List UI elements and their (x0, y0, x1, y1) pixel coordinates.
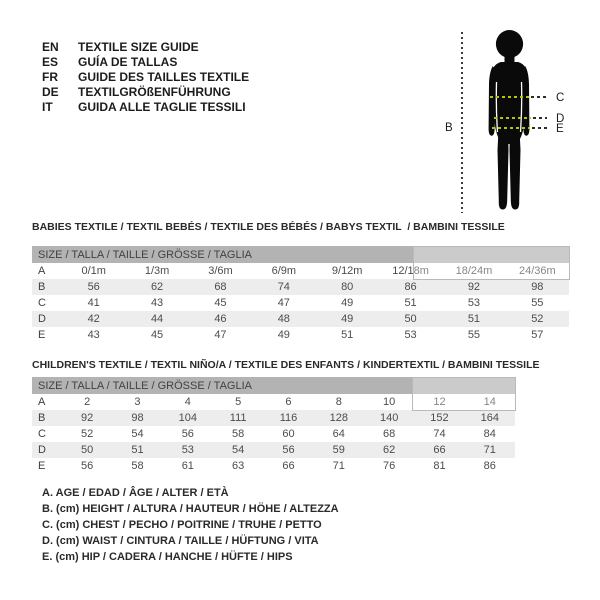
table-cell: 74 (277, 281, 290, 293)
table-cell: 68 (214, 281, 227, 293)
table-cell: 56 (81, 460, 94, 472)
table-row (32, 394, 515, 410)
table-cell: 56 (181, 428, 194, 440)
table-cell: 6/9m (271, 265, 297, 277)
table-cell: 111 (229, 412, 247, 424)
table-cell: 48 (277, 313, 290, 325)
table-cell: 66 (282, 460, 295, 472)
table-row (32, 458, 515, 474)
legend-item: C. (cm) CHEST / PECHO / POITRINE / TRUHE / PETTO (42, 519, 322, 531)
table-cell: 2 (84, 396, 91, 408)
table-cell: 59 (332, 444, 345, 456)
table-cell: 51 (467, 313, 481, 325)
table-cell: 12/18m (392, 265, 429, 277)
row-label: E (38, 460, 46, 472)
table-cell: 51 (131, 444, 144, 456)
waist-label-d: D (556, 113, 565, 125)
chest-label-c: C (556, 92, 565, 104)
table-cell: 24/36m (518, 265, 556, 277)
table-cell: 8 (335, 396, 342, 408)
child-silhouette (486, 30, 532, 214)
row-label: D (38, 313, 46, 325)
row-label: B (38, 281, 46, 293)
legend-item: A. AGE / EDAD / ÂGE / ALTER / ETÀ (42, 487, 229, 499)
table-cell: 53 (181, 444, 194, 456)
language-label: TEXTILE SIZE GUIDE (78, 40, 199, 55)
table-row (32, 295, 569, 311)
table-cell: 43 (87, 329, 100, 341)
table-row (32, 263, 569, 279)
legend-item: E. (cm) HIP / CADERA / HANCHE / HÜFTE / HIPS (42, 551, 293, 563)
table-cell: 54 (131, 428, 144, 440)
language-item (42, 70, 249, 85)
table-cell: 104 (178, 412, 197, 424)
hip-pointer-line (532, 127, 547, 129)
table-row (32, 311, 569, 327)
table-cell: 14 (483, 396, 496, 408)
babies-size-table (32, 246, 569, 343)
language-code: FR (42, 69, 58, 84)
language-label: GUIDA ALLE TAGLIE TESSILI (78, 99, 246, 114)
table-cell: 57 (531, 329, 544, 341)
row-label: A (38, 265, 46, 277)
row-label: B (38, 412, 46, 424)
table-cell: 50 (404, 313, 417, 325)
table-cell: 68 (383, 428, 396, 440)
table-cell: 3 (134, 396, 141, 408)
table-cell: 44 (150, 313, 164, 325)
language-item (42, 55, 249, 70)
table-cell: 116 (279, 412, 298, 424)
table-row (32, 442, 515, 458)
table-cell: 74 (433, 428, 446, 440)
language-code: ES (42, 55, 59, 70)
table-cell: 56 (87, 281, 100, 293)
row-label: D (38, 444, 46, 456)
table-cell: 10 (383, 396, 396, 408)
children-size-table (32, 377, 515, 474)
table-cell: 84 (483, 428, 496, 440)
table-cell: 45 (214, 297, 227, 309)
measurement-legend (42, 485, 339, 565)
height-guide-line (461, 32, 463, 213)
table-cell: 9/12m (331, 265, 363, 277)
language-code: IT (42, 99, 53, 114)
table-cell: 81 (433, 460, 446, 472)
babies-table-title: BABIES TEXTILE / TEXTIL BEBÉS / TEXTILE DES BÉBÉS / BABYS TEXTIL / BAMBINI TESSILE (32, 221, 505, 233)
table-cell: 62 (383, 444, 396, 456)
table-cell: 58 (131, 460, 144, 472)
table-row (32, 327, 569, 343)
table-cell: 0/1m (81, 265, 106, 277)
table-cell: 49 (341, 297, 354, 309)
table-cell: 6 (285, 396, 292, 408)
row-label: E (38, 329, 46, 341)
table-cell: 5 (235, 396, 242, 408)
table-cell: 49 (277, 329, 290, 341)
table-cell: 52 (81, 428, 94, 440)
children-table-title: CHILDREN'S TEXTILE / TEXTIL NIÑO/A / TEXTILE DES ENFANTS / KINDERTEXTIL / BAMBINI TESSILE (32, 359, 540, 371)
table-cell: 55 (467, 329, 481, 341)
hip-label-e: E (556, 123, 564, 135)
table-cell: 152 (430, 412, 449, 424)
table-cell: 56 (282, 444, 295, 456)
table-cell: 54 (232, 444, 245, 456)
table-cell: 66 (433, 444, 446, 456)
table-cell: 62 (150, 281, 164, 293)
table-row (32, 279, 569, 295)
table-row (32, 426, 515, 442)
table-cell: 42 (87, 313, 100, 325)
table-cell: 64 (332, 428, 345, 440)
table-cell: 18/24m (455, 265, 493, 277)
table-cell: 1/3m (144, 265, 170, 277)
table-cell: 41 (87, 297, 100, 309)
language-item (42, 40, 249, 55)
table-cell: 140 (379, 412, 399, 424)
legend-item: B. (cm) HEIGHT / ALTURA / HAUTEUR / HÖHE / ALTEZZA (42, 503, 339, 515)
language-label: GUÍA DE TALLAS (78, 55, 178, 70)
table-cell: 53 (404, 329, 417, 341)
language-code: DE (42, 84, 59, 99)
table-cell: 4 (184, 396, 191, 408)
row-label: A (38, 396, 46, 408)
table-cell: 49 (341, 313, 354, 325)
table-cell: 86 (483, 460, 496, 472)
table-cell: 164 (480, 412, 499, 424)
table-cell: 61 (181, 460, 194, 472)
hip-measure-line (492, 127, 530, 129)
language-label: TEXTILGRÖßENFÜHRUNG (78, 84, 231, 99)
table-cell: 92 (467, 281, 481, 293)
table-cell: 128 (329, 412, 348, 424)
chest-measure-line (490, 96, 529, 98)
table-cell: 86 (404, 281, 417, 293)
table-cell: 71 (483, 444, 496, 456)
table-cell: 80 (341, 281, 354, 293)
table-cell: 60 (282, 428, 295, 440)
table-cell: 92 (81, 412, 94, 424)
chest-pointer-line (531, 96, 547, 98)
table-cell: 52 (531, 313, 544, 325)
size-header-bar: SIZE / TALLA / TAILLE / GRÖSSE / TAGLIA (32, 246, 569, 263)
table-cell: 43 (150, 297, 164, 309)
table-cell: 71 (332, 460, 345, 472)
row-label: C (38, 297, 46, 309)
table-cell: 58 (232, 428, 245, 440)
table-cell: 45 (150, 329, 164, 341)
legend-item: D. (cm) WAIST / CINTURA / TAILLE / HÜFTUNG / VITA (42, 535, 319, 547)
table-cell: 51 (404, 297, 417, 309)
table-cell: 98 (131, 412, 144, 424)
table-cell: 3/6m (208, 265, 233, 277)
table-cell: 47 (277, 297, 290, 309)
table-cell: 53 (467, 297, 481, 309)
waist-measure-line (494, 117, 531, 119)
table-cell: 46 (214, 313, 227, 325)
table-cell: 12 (433, 396, 446, 408)
table-cell: 47 (214, 329, 227, 341)
language-item (42, 99, 249, 114)
table-cell: 50 (81, 444, 94, 456)
language-code: EN (42, 40, 59, 55)
height-label-b: B (445, 122, 453, 134)
row-label: C (38, 428, 46, 440)
table-cell: 63 (232, 460, 245, 472)
language-label: GUIDE DES TAILLES TEXTILE (78, 69, 250, 84)
table-cell: 55 (531, 297, 544, 309)
table-cell: 76 (383, 460, 396, 472)
language-guide-list (42, 40, 249, 114)
size-header-bar: SIZE / TALLA / TAILLE / GRÖSSE / TAGLIA (32, 377, 515, 394)
table-cell: 51 (341, 329, 354, 341)
table-cell: 98 (531, 281, 544, 293)
language-item (42, 84, 249, 99)
table-row (32, 410, 515, 426)
waist-pointer-line (533, 117, 547, 119)
